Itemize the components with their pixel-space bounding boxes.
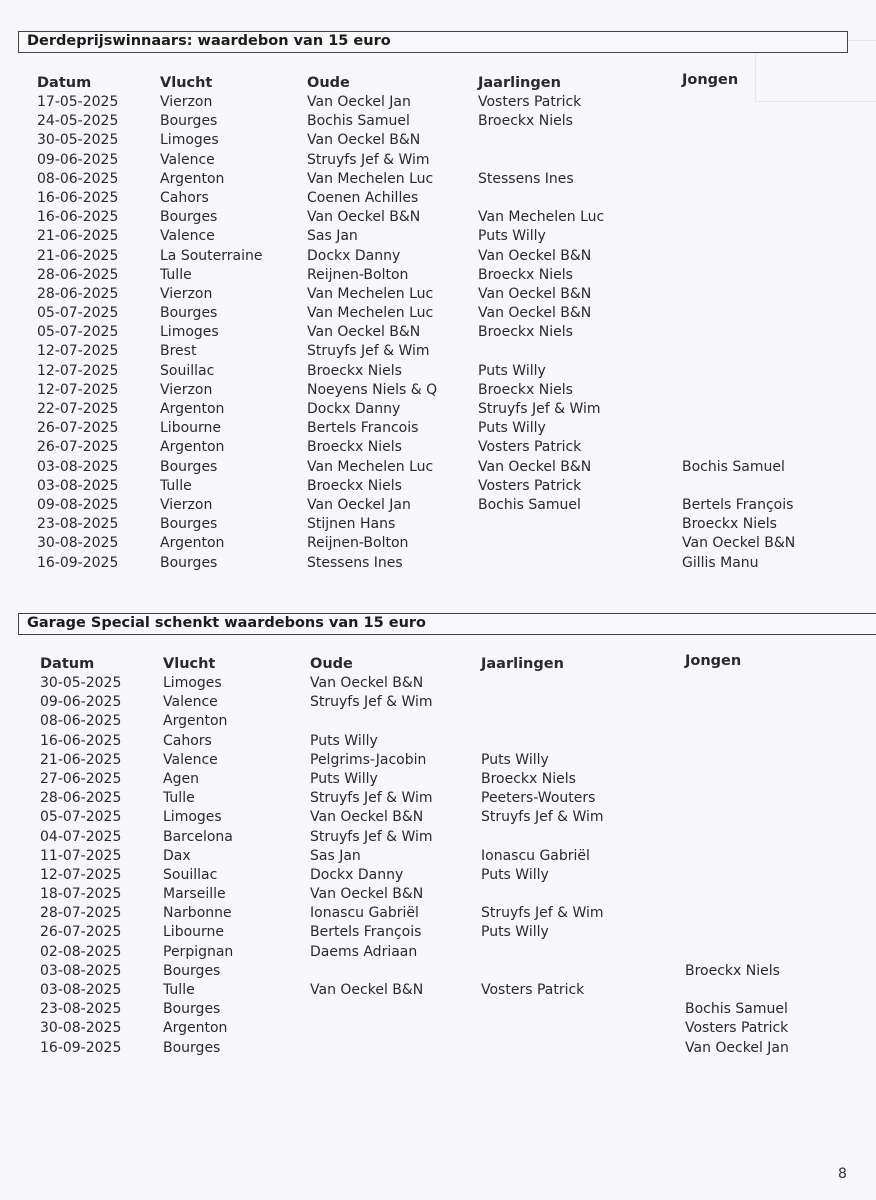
cell-oude: Struyfs Jef & Wim xyxy=(310,828,433,845)
cell-jaarlingen: Broeckx Niels xyxy=(478,113,573,130)
cell-jongen: Van Oeckel Jan xyxy=(685,1039,789,1056)
cell-datum: 03-08-2025 xyxy=(40,982,122,998)
cell-datum: 12-07-2025 xyxy=(40,866,122,883)
cell-vlucht: Bourges xyxy=(163,1001,221,1018)
cell-oude: Van Mechelen Luc xyxy=(307,458,434,475)
section-title: Derdeprijswinnaars: waardebon van 15 euro xyxy=(27,33,391,49)
cell-vlucht: Bourges xyxy=(160,554,218,571)
table-row xyxy=(0,381,876,400)
cell-jaarlingen: Struyfs Jef & Wim xyxy=(481,809,604,826)
cell-vlucht: Perpignan xyxy=(163,943,234,960)
table-row xyxy=(0,419,876,438)
column-header-vlucht: Vlucht xyxy=(160,75,213,91)
section-title: Garage Special schenkt waardebons van 15 euro xyxy=(27,615,427,631)
table-row xyxy=(0,189,876,208)
cell-vlucht: La Souterraine xyxy=(160,247,263,264)
table-row xyxy=(0,227,876,246)
cell-jaarlingen: Puts Willy xyxy=(481,751,549,768)
cell-oude: Broeckx Niels xyxy=(307,362,402,379)
cell-datum: 03-08-2025 xyxy=(40,962,122,979)
cell-vlucht: Valence xyxy=(160,151,215,168)
cell-vlucht: Argenton xyxy=(163,713,228,730)
table-row xyxy=(0,923,876,942)
cell-jongen: Vosters Patrick xyxy=(685,1020,789,1037)
cell-oude: Struyfs Jef & Wim xyxy=(307,151,430,168)
cell-jongen: Bertels François xyxy=(682,496,794,513)
table-row xyxy=(0,496,876,515)
cell-jaarlingen: Bochis Samuel xyxy=(478,496,581,513)
table-row xyxy=(0,554,876,573)
cell-oude: Van Oeckel Jan xyxy=(307,496,411,513)
cell-datum: 24-05-2025 xyxy=(37,113,119,130)
cell-datum: 05-07-2025 xyxy=(37,324,119,341)
cell-oude: Van Oeckel B&N xyxy=(307,209,421,226)
cell-vlucht: Bourges xyxy=(160,209,218,226)
cell-datum: 23-08-2025 xyxy=(40,1001,122,1018)
cell-jongen: Gillis Manu xyxy=(682,554,759,571)
cell-vlucht: Libourne xyxy=(160,420,222,437)
cell-vlucht: Vierzon xyxy=(160,381,213,398)
table-header-row xyxy=(0,655,876,674)
table-row xyxy=(0,93,876,112)
cell-oude: Coenen Achilles xyxy=(307,189,419,206)
column-header-vlucht: Vlucht xyxy=(163,656,216,672)
table-row xyxy=(0,477,876,496)
cell-oude: Van Oeckel B&N xyxy=(310,809,424,826)
cell-oude: Ionascu Gabriël xyxy=(310,905,419,922)
cell-vlucht: Narbonne xyxy=(163,905,232,922)
cell-vlucht: Vierzon xyxy=(160,285,213,302)
table-row xyxy=(0,693,876,712)
cell-oude: Dockx Danny xyxy=(307,401,401,417)
cell-vlucht: Cahors xyxy=(160,189,209,206)
winners-table-garage-special xyxy=(0,655,876,1058)
cell-datum: 23-08-2025 xyxy=(37,516,119,533)
cell-jaarlingen: Van Oeckel B&N xyxy=(478,247,592,264)
cell-datum: 09-06-2025 xyxy=(37,151,119,168)
cell-datum: 08-06-2025 xyxy=(40,713,122,730)
cell-datum: 30-08-2025 xyxy=(37,535,119,552)
cell-vlucht: Valence xyxy=(163,694,218,711)
cell-vlucht: Argenton xyxy=(160,170,225,187)
section-header-derdeprijswinnaars xyxy=(18,31,848,53)
cell-datum: 26-07-2025 xyxy=(37,420,119,437)
cell-oude: Van Oeckel Jan xyxy=(307,94,411,110)
cell-datum: 26-07-2025 xyxy=(37,439,119,456)
cell-vlucht: Argenton xyxy=(163,1020,228,1037)
table-row xyxy=(0,847,876,866)
winners-table-derdeprijs xyxy=(0,74,876,573)
cell-jaarlingen: Vosters Patrick xyxy=(481,982,585,998)
cell-jaarlingen: Vosters Patrick xyxy=(478,439,582,456)
cell-datum: 28-06-2025 xyxy=(37,285,119,302)
cell-jaarlingen: Puts Willy xyxy=(478,362,546,379)
cell-datum: 26-07-2025 xyxy=(40,924,122,941)
cell-oude: Noeyens Niels & Q xyxy=(307,381,438,398)
table-row xyxy=(0,400,876,419)
table-row xyxy=(0,1019,876,1038)
table-row xyxy=(0,515,876,534)
cell-vlucht: Bourges xyxy=(160,113,218,130)
cell-vlucht: Limoges xyxy=(160,324,219,341)
table-row xyxy=(0,904,876,923)
table-row xyxy=(0,943,876,962)
cell-oude: Van Oeckel B&N xyxy=(310,675,424,691)
cell-jaarlingen: Van Mechelen Luc xyxy=(478,209,605,226)
cell-vlucht: Souillac xyxy=(163,866,218,883)
table-row xyxy=(0,981,876,1000)
table-row xyxy=(0,808,876,827)
column-header-oude: Oude xyxy=(307,75,350,91)
table-row xyxy=(0,438,876,457)
table-row xyxy=(0,208,876,227)
table-row xyxy=(0,151,876,170)
table-row xyxy=(0,828,876,847)
cell-vlucht: Limoges xyxy=(163,675,222,691)
cell-oude: Dockx Danny xyxy=(307,247,401,264)
cell-jaarlingen: Puts Willy xyxy=(478,420,546,437)
cell-vlucht: Limoges xyxy=(160,132,219,149)
cell-jaarlingen: Vosters Patrick xyxy=(478,94,582,110)
cell-oude: Struyfs Jef & Wim xyxy=(310,694,433,711)
table-row xyxy=(0,304,876,323)
cell-datum: 12-07-2025 xyxy=(37,381,119,398)
cell-vlucht: Cahors xyxy=(163,732,212,749)
cell-jaarlingen: Ionascu Gabriël xyxy=(481,847,590,864)
cell-oude: Van Oeckel B&N xyxy=(310,886,424,903)
cell-vlucht: Argenton xyxy=(160,401,225,417)
cell-vlucht: Tulle xyxy=(160,477,192,494)
cell-jongen: Bochis Samuel xyxy=(685,1001,788,1018)
cell-datum: 04-07-2025 xyxy=(40,828,122,845)
cell-datum: 21-06-2025 xyxy=(40,751,122,768)
cell-oude: Sas Jan xyxy=(307,228,358,245)
table-row xyxy=(0,534,876,553)
cell-oude: Struyfs Jef & Wim xyxy=(310,790,433,807)
table-row xyxy=(0,342,876,361)
cell-datum: 16-09-2025 xyxy=(40,1039,122,1056)
cell-datum: 12-07-2025 xyxy=(37,343,119,360)
cell-oude: Daems Adriaan xyxy=(310,943,418,960)
table-header-row xyxy=(0,74,876,93)
cell-oude: Puts Willy xyxy=(310,770,378,787)
cell-vlucht: Bourges xyxy=(160,458,218,475)
column-header-oude: Oude xyxy=(310,656,353,672)
cell-vlucht: Libourne xyxy=(163,924,225,941)
cell-datum: 09-06-2025 xyxy=(40,694,122,711)
page-number: 8 xyxy=(838,1166,847,1182)
cell-datum: 03-08-2025 xyxy=(37,458,119,475)
section-header-garage-special xyxy=(18,613,876,635)
cell-jaarlingen: Stessens Ines xyxy=(478,170,574,187)
table-row xyxy=(0,131,876,150)
cell-datum: 28-07-2025 xyxy=(40,905,122,922)
table-row xyxy=(0,323,876,342)
table-row xyxy=(0,885,876,904)
cell-datum: 09-08-2025 xyxy=(37,496,119,513)
cell-oude: Bertels François xyxy=(310,924,422,941)
cell-vlucht: Argenton xyxy=(160,535,225,552)
cell-datum: 08-06-2025 xyxy=(37,170,119,187)
table-row xyxy=(0,247,876,266)
table-row xyxy=(0,112,876,131)
cell-oude: Van Mechelen Luc xyxy=(307,170,434,187)
cell-oude: Reijnen-Bolton xyxy=(307,535,409,552)
cell-oude: Van Mechelen Luc xyxy=(307,305,434,322)
table-row xyxy=(0,770,876,789)
cell-jongen: Broeckx Niels xyxy=(685,962,780,979)
cell-datum: 17-05-2025 xyxy=(37,94,119,110)
table-row xyxy=(0,751,876,770)
cell-vlucht: Brest xyxy=(160,343,197,360)
table-row xyxy=(0,962,876,981)
cell-datum: 16-06-2025 xyxy=(37,209,119,226)
cell-jaarlingen: Peeters-Wouters xyxy=(481,790,596,807)
cell-datum: 16-06-2025 xyxy=(37,189,119,206)
cell-datum: 05-07-2025 xyxy=(37,305,119,322)
cell-oude: Struyfs Jef & Wim xyxy=(307,343,430,360)
column-header-jongen: Jongen xyxy=(682,72,739,88)
table-row xyxy=(0,732,876,751)
cell-datum: 30-05-2025 xyxy=(37,132,119,149)
cell-vlucht: Vierzon xyxy=(160,496,213,513)
cell-jaarlingen: Vosters Patrick xyxy=(478,477,582,494)
cell-oude: Puts Willy xyxy=(310,732,378,749)
cell-oude: Stessens Ines xyxy=(307,554,403,571)
cell-vlucht: Souillac xyxy=(160,362,215,379)
cell-vlucht: Argenton xyxy=(160,439,225,456)
table-row xyxy=(0,458,876,477)
cell-datum: 05-07-2025 xyxy=(40,809,122,826)
table-row xyxy=(0,170,876,189)
cell-vlucht: Tulle xyxy=(163,982,195,998)
cell-vlucht: Marseille xyxy=(163,886,226,903)
cell-jaarlingen: Puts Willy xyxy=(481,866,549,883)
cell-datum: 30-05-2025 xyxy=(40,675,122,691)
column-header-jaarlingen: Jaarlingen xyxy=(481,656,564,672)
cell-oude: Reijnen-Bolton xyxy=(307,266,409,283)
cell-datum: 16-09-2025 xyxy=(37,554,119,571)
cell-datum: 21-06-2025 xyxy=(37,247,119,264)
cell-vlucht: Valence xyxy=(163,751,218,768)
cell-jaarlingen: Van Oeckel B&N xyxy=(478,305,592,322)
cell-vlucht: Bourges xyxy=(160,305,218,322)
cell-jaarlingen: Struyfs Jef & Wim xyxy=(478,401,601,417)
cell-vlucht: Valence xyxy=(160,228,215,245)
column-header-jongen: Jongen xyxy=(685,653,742,669)
table-row xyxy=(0,789,876,808)
cell-datum: 28-06-2025 xyxy=(37,266,119,283)
cell-datum: 30-08-2025 xyxy=(40,1020,122,1037)
cell-vlucht: Dax xyxy=(163,847,191,864)
cell-datum: 18-07-2025 xyxy=(40,886,122,903)
cell-oude: Broeckx Niels xyxy=(307,477,402,494)
cell-datum: 28-06-2025 xyxy=(40,790,122,807)
cell-vlucht: Bourges xyxy=(160,516,218,533)
cell-oude: Broeckx Niels xyxy=(307,439,402,456)
cell-oude: Stijnen Hans xyxy=(307,516,396,533)
cell-oude: Sas Jan xyxy=(310,847,361,864)
cell-datum: 21-06-2025 xyxy=(37,228,119,245)
cell-vlucht: Agen xyxy=(163,770,199,787)
table-row xyxy=(0,1000,876,1019)
table-row xyxy=(0,266,876,285)
column-header-datum: Datum xyxy=(40,656,95,672)
cell-jaarlingen: Van Oeckel B&N xyxy=(478,285,592,302)
table-row xyxy=(0,674,876,693)
cell-datum: 11-07-2025 xyxy=(40,847,122,864)
cell-jongen: Broeckx Niels xyxy=(682,516,777,533)
cell-datum: 02-08-2025 xyxy=(40,943,122,960)
cell-jaarlingen: Struyfs Jef & Wim xyxy=(481,905,604,922)
cell-jaarlingen: Van Oeckel B&N xyxy=(478,458,592,475)
cell-datum: 22-07-2025 xyxy=(37,401,119,417)
cell-datum: 12-07-2025 xyxy=(37,362,119,379)
cell-vlucht: Vierzon xyxy=(160,94,213,110)
table-row xyxy=(0,362,876,381)
cell-oude: Van Mechelen Luc xyxy=(307,285,434,302)
cell-vlucht: Bourges xyxy=(163,1039,221,1056)
column-header-datum: Datum xyxy=(37,75,92,91)
cell-jaarlingen: Broeckx Niels xyxy=(478,381,573,398)
cell-datum: 27-06-2025 xyxy=(40,770,122,787)
cell-vlucht: Tulle xyxy=(160,266,192,283)
cell-oude: Van Oeckel B&N xyxy=(307,324,421,341)
cell-vlucht: Tulle xyxy=(163,790,195,807)
cell-datum: 03-08-2025 xyxy=(37,477,119,494)
table-row xyxy=(0,866,876,885)
cell-oude: Van Oeckel B&N xyxy=(307,132,421,149)
cell-vlucht: Barcelona xyxy=(163,828,233,845)
cell-oude: Van Oeckel B&N xyxy=(310,982,424,998)
cell-vlucht: Bourges xyxy=(163,962,221,979)
cell-oude: Pelgrims-Jacobin xyxy=(310,751,427,768)
table-row xyxy=(0,285,876,304)
table-row xyxy=(0,1039,876,1058)
cell-jongen: Van Oeckel B&N xyxy=(682,535,796,552)
cell-vlucht: Limoges xyxy=(163,809,222,826)
cell-oude: Dockx Danny xyxy=(310,866,404,883)
cell-datum: 16-06-2025 xyxy=(40,732,122,749)
table-row xyxy=(0,712,876,731)
cell-jaarlingen: Puts Willy xyxy=(481,924,549,941)
cell-jaarlingen: Broeckx Niels xyxy=(478,266,573,283)
cell-jaarlingen: Broeckx Niels xyxy=(481,770,576,787)
cell-jongen: Bochis Samuel xyxy=(682,458,785,475)
cell-oude: Bertels Francois xyxy=(307,420,419,437)
cell-jaarlingen: Puts Willy xyxy=(478,228,546,245)
column-header-jaarlingen: Jaarlingen xyxy=(478,75,561,91)
cell-oude: Bochis Samuel xyxy=(307,113,410,130)
cell-jaarlingen: Broeckx Niels xyxy=(478,324,573,341)
